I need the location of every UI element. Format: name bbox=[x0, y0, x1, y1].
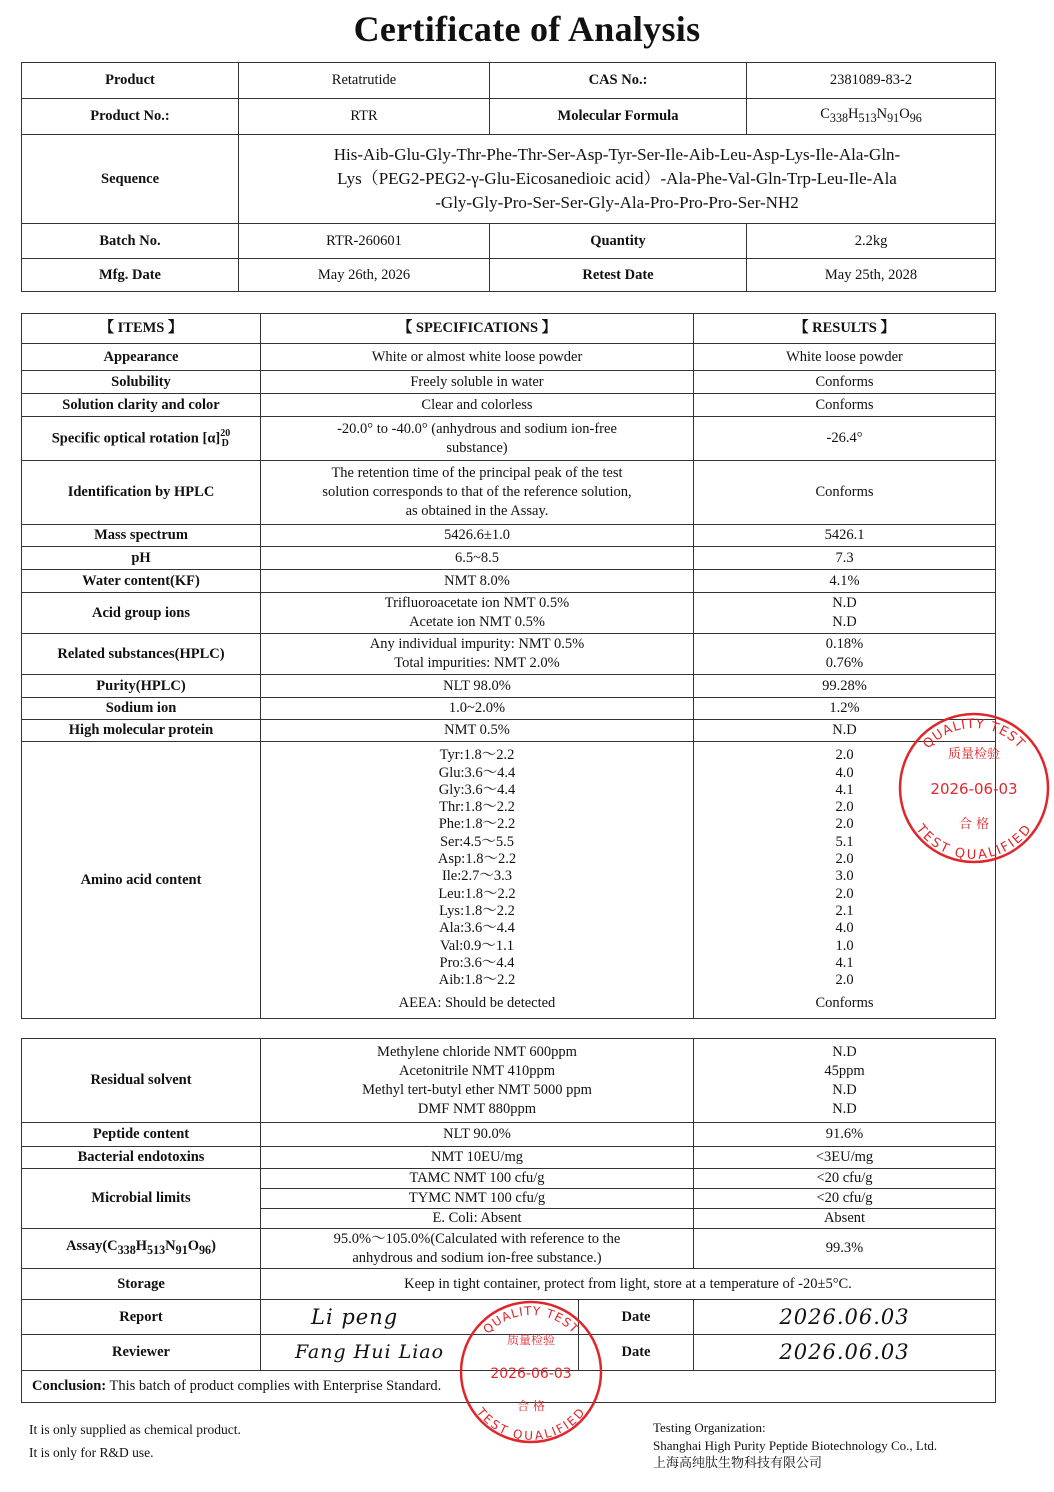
table-row: Purity(HPLC) NLT 98.0% 99.28% bbox=[22, 675, 996, 698]
quantity-label: Quantity bbox=[490, 224, 747, 259]
table-row: Solution clarity and color Clear and colorless Conforms bbox=[22, 394, 996, 417]
assay-item: $Assay(C_{338}H_{513}N_{91}O_{96})$ bbox=[22, 1229, 261, 1269]
table-row: Mass spectrum 5426.6±1.0 5426.1 bbox=[22, 525, 996, 547]
report-signature: Li peng bbox=[261, 1300, 579, 1335]
items-header: 【 ITEMS 】 bbox=[22, 314, 261, 344]
table-row: Acid group ions Trifluoroacetate ion NMT 0.5% Acetate ion NMT 0.5% N.D N.D bbox=[22, 593, 996, 634]
quantity-value: 2.2kg bbox=[747, 224, 996, 259]
svg-text:2026-06-03: 2026-06-03 bbox=[930, 780, 1018, 798]
report-date: 2026.06.03 bbox=[694, 1300, 996, 1335]
cas-label: CAS No.: bbox=[490, 63, 747, 99]
quality-stamp-icon bbox=[896, 710, 1052, 866]
table-row: Water content(KF) NMT 8.0% 4.1% bbox=[22, 570, 996, 593]
table-row: TYMC NMT 100 cfu/g <20 cfu/g bbox=[22, 1189, 996, 1209]
table-row: Amino acid content Tyr:1.8～2.2 Glu:3.6～4.4 Gly:3.6～4.4 Thr:1.8～2.2 Phe:1.8～2.2 Ser:4.5～5.5 Asp:1.8～2.2 Ile:2.7～3.3 Leu:1.8～2.2 Lys:1.8～2.2 Ala:3.6～4.4 Val:0.9～1.1 Pro:3.6～4.4 Aib:1.8～2.2 AEEA: Should be detected 2.0 4.0 4.1 2.0 2.0 5.1 2.0 3.0 2.0 2.1 4.0 1.0 4.1 2.0 Conforms bbox=[22, 742, 996, 1019]
product-info-table bbox=[21, 62, 996, 292]
molecular-formula-label: Molecular Formula bbox=[490, 99, 747, 135]
svg-text:合 格: 合 格 bbox=[517, 1399, 545, 1413]
svg-text:质量检验: 质量检验 bbox=[506, 1333, 556, 1347]
table-row: Appearance White or almost white loose powder White loose powder bbox=[22, 344, 996, 371]
table-row: Peptide content NLT 90.0% 91.6% bbox=[22, 1123, 996, 1147]
mfg-date-value: May 26th, 2026 bbox=[239, 259, 490, 292]
svg-text:QUALITY TEST: QUALITY TEST bbox=[920, 716, 1028, 752]
conclusion: Conclusion: This batch of product complies with Enterprise Standard. bbox=[22, 1371, 996, 1403]
reviewer-date: 2026.06.03 bbox=[694, 1335, 996, 1371]
optical-rotation-item: Specific optical rotation [α] 20 D bbox=[22, 417, 261, 461]
table-row: E. Coli: Absent Absent bbox=[22, 1209, 996, 1229]
table-row: $Assay(C_{338}H_{513}N_{91}O_{96})$ 95.0%～105.0%(Calculated with reference to the anhydrous and sodium ion-free substance.) 99.3% bbox=[22, 1229, 996, 1269]
retest-date-label: Retest Date bbox=[490, 259, 747, 292]
sequence-label: Sequence bbox=[22, 135, 239, 224]
test-results-table bbox=[21, 313, 996, 1019]
table-row: Microbial limits TAMC NMT 100 cfu/g <20 cfu/g bbox=[22, 1169, 996, 1189]
product-value: Retatrutide bbox=[239, 63, 490, 99]
reviewer-signature: Fang Hui Liao bbox=[261, 1335, 579, 1371]
sequence-value: His-Aib-Glu-Gly-Thr-Phe-Thr-Ser-Asp-Tyr-Ser-Ile-Aib-Leu-Asp-Lys-Ile-Ala-Gln- Lys（PEG2-PEG2-γ-Glu-Eicosanedioic acid）-Ala-Phe-Val-Gln-Trp-Leu-Ile-Ala -Gly-Gly-Pro-Ser-Ser-Gly-Ala-Pro-Pro-Pro-Ser-NH2 bbox=[239, 135, 996, 224]
svg-text:质量检验: 质量检验 bbox=[947, 747, 1001, 762]
specifications-header: 【 SPECIFICATIONS 】 bbox=[261, 314, 694, 344]
table-row: pH 6.5~8.5 7.3 bbox=[22, 547, 996, 570]
amino-acid-results: 2.0 4.0 4.1 2.0 2.0 5.1 2.0 3.0 2.0 2.1 4.0 1.0 4.1 2.0 Conforms bbox=[694, 742, 996, 1019]
retest-date-value: May 25th, 2028 bbox=[747, 259, 996, 292]
table-row: High molecular protein NMT 0.5% N.D bbox=[22, 720, 996, 742]
table-row: Specific optical rotation [α] 20 D -20.0° to -40.0° (anhydrous and sodium ion-free substance) -26.4° bbox=[22, 417, 996, 461]
svg-text:2026-06-03: 2026-06-03 bbox=[490, 1366, 572, 1382]
results-header: 【 RESULTS 】 bbox=[694, 314, 996, 344]
svg-text:TEST QUALIFIED: TEST QUALIFIED bbox=[473, 1405, 589, 1443]
table-row: Sodium ion 1.0~2.0% 1.2% bbox=[22, 698, 996, 720]
document-title: Certificate of Analysis bbox=[353, 9, 701, 49]
cas-value: 2381089-83-2 bbox=[747, 63, 996, 99]
product-label: Product bbox=[22, 63, 239, 99]
mfg-date-label: Mfg. Date bbox=[22, 259, 239, 292]
amino-acid-specs: Tyr:1.8～2.2 Glu:3.6～4.4 Gly:3.6～4.4 Thr:1.8～2.2 Phe:1.8～2.2 Ser:4.5～5.5 Asp:1.8～2.2 Ile:2.7～3.3 Leu:1.8～2.2 Lys:1.8～2.2 Ala:3.6～4.4 Val:0.9～1.1 Pro:3.6～4.4 Aib:1.8～2.2 AEEA: Should be detected bbox=[261, 742, 694, 1019]
product-no-label: Product No.: bbox=[22, 99, 239, 135]
testing-organization: Testing Organization: Shanghai High Purity Peptide Biotechnology Co., Ltd. 上海高纯肽生物科技有限公司 bbox=[653, 1420, 938, 1471]
molecular-formula-value: $C_{338}H_{513}N_{91}O_{96}$ bbox=[747, 99, 996, 135]
quality-stamp-icon bbox=[457, 1298, 605, 1446]
svg-text:合 格: 合 格 bbox=[958, 817, 990, 832]
table-row: Residual solvent Methylene chloride NMT 600ppm Acetonitrile NMT 410ppm Methyl tert-butyl ether NMT 5000 ppm DMF NMT 880ppm N.D 45ppm N.D N.D bbox=[22, 1039, 996, 1123]
footer-notes: It is only supplied as chemical product. It is only for R&D use. bbox=[29, 1422, 241, 1460]
table-row: Reviewer Fang Hui Liao Date 2026.06.03 bbox=[22, 1335, 996, 1371]
table-row: Solubility Freely soluble in water Conforms bbox=[22, 371, 996, 394]
table-row: Report Li peng Date 2026.06.03 bbox=[22, 1300, 996, 1335]
svg-text:TEST QUALIFIED: TEST QUALIFIED bbox=[912, 821, 1036, 863]
table-row: Storage Keep in tight container, protect from light, store at a temperature of -20±5°C. bbox=[22, 1269, 996, 1300]
table-row: Related substances(HPLC) Any individual impurity: NMT 0.5% Total impurities: NMT 2.0% 0.18% 0.76% bbox=[22, 634, 996, 675]
batch-label: Batch No. bbox=[22, 224, 239, 259]
svg-text:QUALITY TEST: QUALITY TEST bbox=[480, 1303, 582, 1337]
table-row: Bacterial endotoxins NMT 10EU/mg <3EU/mg bbox=[22, 1147, 996, 1169]
product-no-value: RTR bbox=[239, 99, 490, 135]
batch-value: RTR-260601 bbox=[239, 224, 490, 259]
table-row: Identification by HPLC The retention time of the principal peak of the test solution corresponds to that of the reference solution, as obtained in the Assay. Conforms bbox=[22, 461, 996, 525]
